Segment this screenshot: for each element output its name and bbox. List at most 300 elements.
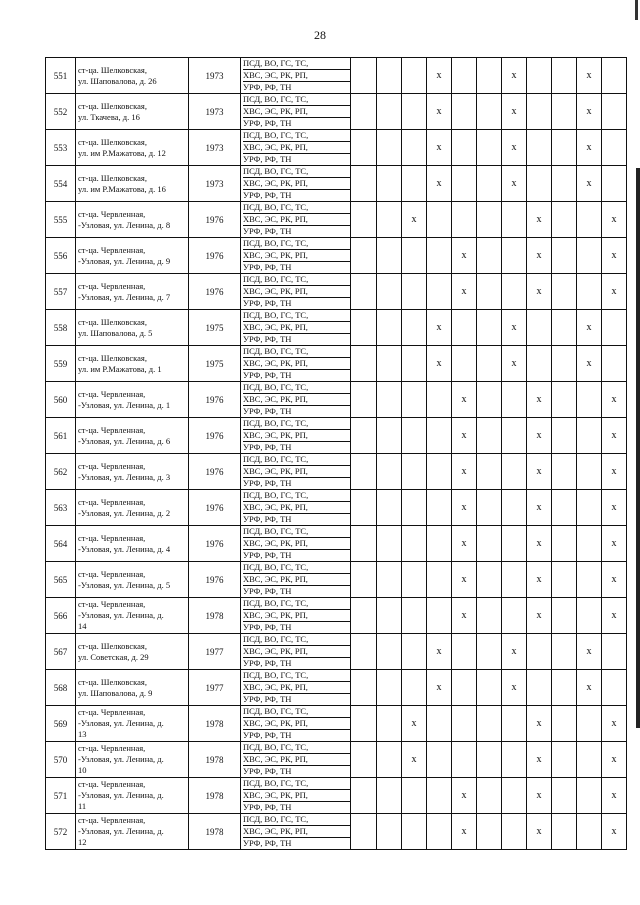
mark-cell xyxy=(577,778,602,814)
mark-cell xyxy=(527,634,552,670)
mark-cell: x xyxy=(452,778,477,814)
mark-cell: x xyxy=(502,310,527,346)
mark-cell: x xyxy=(527,814,552,850)
systems-line: ХВС, ЭС, РК, РП, xyxy=(243,142,350,154)
mark-cell xyxy=(477,346,502,382)
build-year: 1976 xyxy=(189,202,241,238)
mark-cell: x xyxy=(402,706,427,742)
mark-cell xyxy=(502,526,527,562)
systems-line: УРФ, РФ, ТН xyxy=(243,442,292,452)
row-number: 552 xyxy=(46,94,76,130)
mark-cell xyxy=(452,202,477,238)
mark-cell xyxy=(577,598,602,634)
mark-cell: x xyxy=(527,454,552,490)
address-line: ст-ца. Червленная, xyxy=(78,815,146,825)
systems-line: УРФ, РФ, ТН xyxy=(243,406,292,416)
systems-line: ХВС, ЭС, РК, РП, xyxy=(243,826,350,838)
table-row xyxy=(46,454,627,490)
mark-cell: x xyxy=(427,634,452,670)
mark-cell xyxy=(502,418,527,454)
mark-cell xyxy=(477,94,502,130)
mark-cell xyxy=(552,490,577,526)
mark-cell xyxy=(377,562,402,598)
mark-cell xyxy=(452,706,477,742)
mark-cell xyxy=(552,346,577,382)
mark-cell xyxy=(527,310,552,346)
mark-cell xyxy=(377,274,402,310)
mark-cell xyxy=(527,346,552,382)
mark-cell xyxy=(452,310,477,346)
systems-line: ПСД, ВО, ГС, ТС, xyxy=(243,310,350,322)
mark-cell xyxy=(552,238,577,274)
table-row xyxy=(46,670,627,706)
mark-cell xyxy=(502,814,527,850)
systems-line: ХВС, ЭС, РК, РП, xyxy=(243,682,350,694)
address-line: ст-ца. Шелковская, xyxy=(78,172,147,183)
mark-cell xyxy=(351,634,377,670)
mark-cell: x xyxy=(502,346,527,382)
mark-cell xyxy=(552,742,577,778)
mark-cell: x xyxy=(427,94,452,130)
systems-line: ПСД, ВО, ГС, ТС, xyxy=(243,382,350,394)
address-line: ст-ца. Шелковская, xyxy=(78,352,147,363)
row-number: 563 xyxy=(46,490,76,526)
mark-cell xyxy=(502,382,527,418)
mark-cell xyxy=(427,274,452,310)
mark-cell xyxy=(402,670,427,706)
mark-cell: x xyxy=(577,58,602,94)
mark-cell xyxy=(377,670,402,706)
mark-cell xyxy=(502,274,527,310)
address-line: -Узловая, ул. Ленина, д. xyxy=(78,754,164,764)
systems-cell xyxy=(241,238,351,274)
mark-cell: x xyxy=(527,202,552,238)
mark-cell: x xyxy=(577,634,602,670)
mark-cell xyxy=(402,634,427,670)
mark-cell xyxy=(552,778,577,814)
systems-line: УРФ, РФ, ТН xyxy=(243,730,292,740)
address-line: -Узловая, ул. Ленина, д. 1 xyxy=(78,399,171,410)
table-row xyxy=(46,598,627,634)
mark-cell: x xyxy=(527,490,552,526)
systems-cell xyxy=(241,598,351,634)
row-number: 572 xyxy=(46,814,76,850)
mark-cell xyxy=(477,778,502,814)
table-row xyxy=(46,382,627,418)
mark-cell: x xyxy=(577,166,602,202)
mark-cell xyxy=(351,274,377,310)
mark-cell xyxy=(477,598,502,634)
address-cell xyxy=(76,202,189,238)
mark-cell xyxy=(377,526,402,562)
mark-cell xyxy=(427,706,452,742)
mark-cell xyxy=(377,130,402,166)
mark-cell xyxy=(377,382,402,418)
build-year: 1976 xyxy=(189,382,241,418)
mark-cell xyxy=(427,778,452,814)
mark-cell xyxy=(577,454,602,490)
mark-cell xyxy=(351,814,377,850)
address-line: ст-ца. Шелковская, xyxy=(78,676,147,687)
mark-cell xyxy=(477,130,502,166)
systems-line: ПСД, ВО, ГС, ТС, xyxy=(243,598,350,610)
systems-cell xyxy=(241,58,351,94)
mark-cell xyxy=(502,742,527,778)
mark-cell: x xyxy=(602,742,627,778)
systems-line: ХВС, ЭС, РК, РП, xyxy=(243,538,350,550)
systems-cell xyxy=(241,778,351,814)
systems-line: ХВС, ЭС, РК, РП, xyxy=(243,394,350,406)
mark-cell xyxy=(477,742,502,778)
address-cell xyxy=(76,454,189,490)
mark-cell: x xyxy=(577,346,602,382)
mark-cell xyxy=(377,814,402,850)
mark-cell xyxy=(377,346,402,382)
mark-cell xyxy=(351,490,377,526)
address-cell xyxy=(76,94,189,130)
mark-cell: x xyxy=(602,562,627,598)
address-line: -Узловая, ул. Ленина, д. 7 xyxy=(78,291,171,302)
mark-cell: x xyxy=(602,598,627,634)
mark-cell xyxy=(477,166,502,202)
build-year: 1978 xyxy=(189,778,241,814)
mark-cell xyxy=(552,670,577,706)
table-row xyxy=(46,418,627,454)
address-line: ул. Шаповалова, д. 9 xyxy=(78,687,153,698)
mark-cell xyxy=(552,166,577,202)
address-line: -Узловая, ул. Ленина, д. 8 xyxy=(78,219,171,230)
mark-cell: x xyxy=(452,562,477,598)
mark-cell xyxy=(552,94,577,130)
systems-line: ПСД, ВО, ГС, ТС, xyxy=(243,130,350,142)
mark-cell xyxy=(427,382,452,418)
systems-cell xyxy=(241,670,351,706)
mark-cell xyxy=(351,58,377,94)
mark-cell xyxy=(427,238,452,274)
mark-cell: x xyxy=(602,382,627,418)
mark-cell xyxy=(452,346,477,382)
systems-line: ПСД, ВО, ГС, ТС, xyxy=(243,58,350,70)
build-year: 1973 xyxy=(189,130,241,166)
mark-cell: x xyxy=(452,526,477,562)
address-line: ст-ца. Шелковская, xyxy=(78,640,147,651)
address-line: 10 xyxy=(78,765,87,775)
address-line: -Узловая, ул. Ленина, д. 6 xyxy=(78,435,171,446)
mark-cell xyxy=(602,94,627,130)
mark-cell xyxy=(452,166,477,202)
mark-cell xyxy=(377,778,402,814)
address-cell xyxy=(76,166,189,202)
mark-cell: x xyxy=(427,346,452,382)
mark-cell: x xyxy=(527,274,552,310)
address-cell xyxy=(76,562,189,598)
systems-line: УРФ, РФ, ТН xyxy=(243,766,292,776)
row-number: 566 xyxy=(46,598,76,634)
systems-line: ПСД, ВО, ГС, ТС, xyxy=(243,526,350,538)
mark-cell xyxy=(577,382,602,418)
address-line: ст-ца. Шелковская, xyxy=(78,100,147,111)
table-row xyxy=(46,742,627,778)
mark-cell xyxy=(527,166,552,202)
mark-cell xyxy=(577,274,602,310)
row-number: 568 xyxy=(46,670,76,706)
mark-cell xyxy=(402,814,427,850)
mark-cell xyxy=(427,562,452,598)
row-number: 561 xyxy=(46,418,76,454)
build-year: 1973 xyxy=(189,94,241,130)
systems-cell xyxy=(241,490,351,526)
mark-cell xyxy=(477,706,502,742)
build-year: 1977 xyxy=(189,634,241,670)
mark-cell xyxy=(402,58,427,94)
systems-cell xyxy=(241,310,351,346)
systems-line: ХВС, ЭС, РК, РП, xyxy=(243,430,350,442)
systems-cell xyxy=(241,814,351,850)
build-year: 1975 xyxy=(189,346,241,382)
mark-cell xyxy=(377,598,402,634)
table-row xyxy=(46,778,627,814)
systems-line: УРФ, РФ, ТН xyxy=(243,586,292,596)
address-line: ст-ца. Шелковская, xyxy=(78,316,147,327)
mark-cell: x xyxy=(577,94,602,130)
mark-cell: x xyxy=(527,598,552,634)
mark-cell xyxy=(502,778,527,814)
mark-cell: x xyxy=(502,166,527,202)
mark-cell xyxy=(402,598,427,634)
mark-cell xyxy=(602,310,627,346)
mark-cell xyxy=(351,706,377,742)
systems-line: ХВС, ЭС, РК, РП, xyxy=(243,754,350,766)
mark-cell xyxy=(502,454,527,490)
mark-cell xyxy=(427,598,452,634)
mark-cell: x xyxy=(527,742,552,778)
table-row xyxy=(46,94,627,130)
systems-cell xyxy=(241,742,351,778)
systems-line: УРФ, РФ, ТН xyxy=(243,802,292,812)
mark-cell xyxy=(351,418,377,454)
mark-cell xyxy=(377,238,402,274)
mark-cell xyxy=(602,634,627,670)
systems-line: ПСД, ВО, ГС, ТС, xyxy=(243,418,350,430)
mark-cell: x xyxy=(452,454,477,490)
address-line: -Узловая, ул. Ленина, д. xyxy=(78,826,164,836)
build-year: 1976 xyxy=(189,454,241,490)
address-line: ст-ца. Червленная, xyxy=(78,424,146,435)
mark-cell xyxy=(502,706,527,742)
mark-cell xyxy=(377,58,402,94)
mark-cell xyxy=(552,598,577,634)
mark-cell xyxy=(402,490,427,526)
address-line: ст-ца. Червленная, xyxy=(78,779,146,789)
systems-line: ПСД, ВО, ГС, ТС, xyxy=(243,562,350,574)
mark-cell xyxy=(377,418,402,454)
mark-cell xyxy=(402,238,427,274)
address-line: ст-ца. Шелковская, xyxy=(78,136,147,147)
mark-cell xyxy=(351,130,377,166)
mark-cell xyxy=(377,634,402,670)
build-year: 1978 xyxy=(189,742,241,778)
mark-cell xyxy=(552,454,577,490)
mark-cell xyxy=(402,778,427,814)
address-line: ст-ца. Червленная, xyxy=(78,388,146,399)
systems-line: ХВС, ЭС, РК, РП, xyxy=(243,574,350,586)
mark-cell: x xyxy=(452,814,477,850)
mark-cell xyxy=(577,418,602,454)
mark-cell xyxy=(427,454,452,490)
build-year: 1976 xyxy=(189,526,241,562)
systems-cell xyxy=(241,130,351,166)
mark-cell: x xyxy=(527,382,552,418)
mark-cell xyxy=(452,670,477,706)
systems-line: ХВС, ЭС, РК, РП, xyxy=(243,286,350,298)
systems-line: УРФ, РФ, ТН xyxy=(243,82,292,92)
mark-cell xyxy=(427,418,452,454)
mark-cell: x xyxy=(502,670,527,706)
mark-cell xyxy=(351,562,377,598)
mark-cell xyxy=(351,526,377,562)
mark-cell: x xyxy=(577,670,602,706)
table-row xyxy=(46,490,627,526)
scan-edge-mark xyxy=(636,168,640,728)
mark-cell xyxy=(577,706,602,742)
table-row xyxy=(46,202,627,238)
mark-cell xyxy=(602,670,627,706)
mark-cell: x xyxy=(427,310,452,346)
mark-cell xyxy=(602,58,627,94)
mark-cell: x xyxy=(577,130,602,166)
mark-cell: x xyxy=(427,130,452,166)
mark-cell xyxy=(552,634,577,670)
systems-line: ПСД, ВО, ГС, ТС, xyxy=(243,742,350,754)
mark-cell xyxy=(552,526,577,562)
row-number: 554 xyxy=(46,166,76,202)
mark-cell xyxy=(427,202,452,238)
mark-cell xyxy=(452,58,477,94)
address-cell xyxy=(76,238,189,274)
build-year: 1976 xyxy=(189,418,241,454)
mark-cell xyxy=(552,58,577,94)
systems-cell xyxy=(241,562,351,598)
mark-cell xyxy=(477,382,502,418)
address-cell xyxy=(76,346,189,382)
mark-cell xyxy=(402,130,427,166)
address-cell xyxy=(76,778,189,814)
systems-cell xyxy=(241,706,351,742)
systems-line: ХВС, ЭС, РК, РП, xyxy=(243,250,350,262)
mark-cell xyxy=(351,310,377,346)
address-line: ст-ца. Червленная, xyxy=(78,280,146,291)
address-cell xyxy=(76,310,189,346)
mark-cell xyxy=(477,418,502,454)
address-cell xyxy=(76,490,189,526)
address-cell xyxy=(76,274,189,310)
mark-cell xyxy=(452,742,477,778)
systems-cell xyxy=(241,202,351,238)
address-line: ст-ца. Червленная, xyxy=(78,496,146,507)
table-row xyxy=(46,562,627,598)
mark-cell xyxy=(402,346,427,382)
address-cell xyxy=(76,634,189,670)
mark-cell xyxy=(477,490,502,526)
mark-cell: x xyxy=(427,58,452,94)
mark-cell: x xyxy=(602,454,627,490)
row-number: 551 xyxy=(46,58,76,94)
address-line: -Узловая, ул. Ленина, д. 3 xyxy=(78,471,171,482)
mark-cell xyxy=(377,742,402,778)
row-number: 560 xyxy=(46,382,76,418)
systems-line: ХВС, ЭС, РК, РП, xyxy=(243,646,350,658)
mark-cell: x xyxy=(602,526,627,562)
mark-cell xyxy=(427,526,452,562)
mark-cell xyxy=(552,562,577,598)
mark-cell xyxy=(427,742,452,778)
row-number: 557 xyxy=(46,274,76,310)
mark-cell xyxy=(577,742,602,778)
address-line: ул. Шаповалова, д. 5 xyxy=(78,327,153,338)
mark-cell xyxy=(502,562,527,598)
build-year: 1976 xyxy=(189,274,241,310)
mark-cell xyxy=(427,814,452,850)
address-line: 12 xyxy=(78,837,87,847)
systems-line: ХВС, ЭС, РК, РП, xyxy=(243,322,350,334)
address-line: ст-ца. Червленная, xyxy=(78,208,146,219)
mark-cell xyxy=(577,490,602,526)
mark-cell: x xyxy=(602,418,627,454)
systems-line: УРФ, РФ, ТН xyxy=(243,118,292,128)
mark-cell: x xyxy=(502,634,527,670)
systems-line: ПСД, ВО, ГС, ТС, xyxy=(243,670,350,682)
mark-cell xyxy=(602,166,627,202)
build-year: 1976 xyxy=(189,490,241,526)
address-line: ул. им Р.Мажатова, д. 16 xyxy=(78,183,166,194)
address-cell xyxy=(76,814,189,850)
mark-cell xyxy=(402,94,427,130)
address-line: ст-ца. Червленная, xyxy=(78,743,146,753)
address-line: ст-ца. Червленная, xyxy=(78,460,146,471)
address-line: 14 xyxy=(78,621,87,631)
systems-line: УРФ, РФ, ТН xyxy=(243,334,292,344)
mark-cell xyxy=(477,274,502,310)
mark-cell xyxy=(552,706,577,742)
mark-cell: x xyxy=(527,238,552,274)
build-year: 1973 xyxy=(189,58,241,94)
mark-cell: x xyxy=(527,562,552,598)
address-line: ст-ца. Червленная, xyxy=(78,707,146,717)
mark-cell: x xyxy=(452,490,477,526)
systems-cell xyxy=(241,94,351,130)
systems-line: УРФ, РФ, ТН xyxy=(243,550,292,560)
mark-cell: x xyxy=(602,778,627,814)
build-year: 1976 xyxy=(189,238,241,274)
mark-cell: x xyxy=(602,238,627,274)
address-cell xyxy=(76,706,189,742)
mark-cell: x xyxy=(402,202,427,238)
build-year: 1977 xyxy=(189,670,241,706)
mark-cell xyxy=(351,166,377,202)
address-line: ст-ца. Червленная, xyxy=(78,244,146,255)
address-cell xyxy=(76,670,189,706)
row-number: 558 xyxy=(46,310,76,346)
mark-cell xyxy=(377,202,402,238)
mark-cell xyxy=(477,814,502,850)
systems-cell xyxy=(241,346,351,382)
address-line: -Узловая, ул. Ленина, д. 9 xyxy=(78,255,171,266)
address-line: 13 xyxy=(78,729,87,739)
mark-cell xyxy=(402,274,427,310)
systems-line: ПСД, ВО, ГС, ТС, xyxy=(243,238,350,250)
mark-cell: x xyxy=(427,670,452,706)
table-row xyxy=(46,814,627,850)
